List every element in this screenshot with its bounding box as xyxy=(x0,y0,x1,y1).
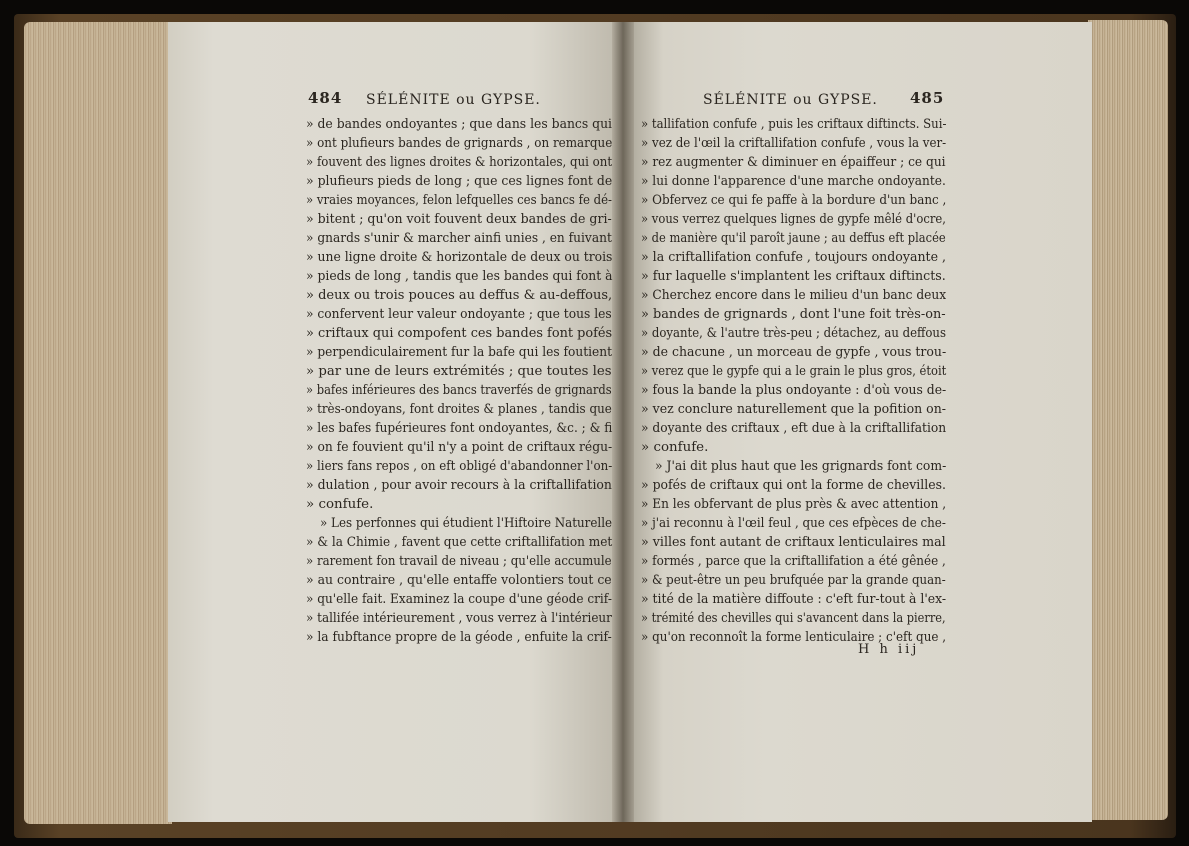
left-text-line: » liers fans repos , on eft obligé d'abandonner l'on- xyxy=(306,459,613,474)
left-text-line: » qu'elle fait. Examinez la coupe d'une géode crif- xyxy=(306,592,612,607)
right-text-line: » doyante des criftaux , eft due à la criftallifation xyxy=(641,421,947,436)
left-text-line: » au contraire , qu'elle entaffe volontiers tout ce xyxy=(306,573,612,588)
right-text-line: » vez de l'œil la criftallifation confufe , vous la ver- xyxy=(641,136,947,151)
left-text-line: » rarement fon travail de niveau ; qu'elle accumule xyxy=(306,554,612,569)
left-text-line: » on fe fouvient qu'il n'y a point de criftaux régu- xyxy=(306,440,613,455)
right-text-line: » fur laquelle s'implantent les criftaux diftincts. xyxy=(641,269,946,284)
signature-mark: H h iij xyxy=(858,642,920,657)
left-running-head: SÉLÉNITE ou GYPSE. xyxy=(366,92,541,108)
left-text-line: » la fubftance propre de la géode , enfuite la crif- xyxy=(306,630,612,645)
right-text-line: » trémité des chevilles qui s'avancent dans la pierre, xyxy=(641,611,946,626)
left-text-line: » dulation , pour avoir recours à la criftallifation xyxy=(306,478,612,493)
right-page-edges xyxy=(1088,20,1168,820)
right-text-line: » fous la bande la plus ondoyante : d'où vous de- xyxy=(641,383,947,398)
left-text-line: » gnards s'unir & marcher ainfi unies , en fuivant xyxy=(306,231,612,246)
right-text-line: » tité de la matière diffoute : c'eft fur-tout à l'ex- xyxy=(641,592,947,607)
right-running-head: SÉLÉNITE ou GYPSE. xyxy=(703,92,878,108)
left-text-line: » Les perfonnes qui étudient l'Hiftoire Naturelle xyxy=(320,516,613,531)
right-page-number: 485 xyxy=(910,89,945,107)
left-text-line: » bafes inférieures des bancs traverfés de grignards xyxy=(306,383,612,398)
right-text-line: » j'ai reconnu à l'œil feul , que ces efpèces de che- xyxy=(641,516,946,531)
left-text-line: » ont plufieurs bandes de grignards , on remarque xyxy=(306,136,613,151)
right-text-line: » villes font autant de criftaux lenticulaires mal xyxy=(641,535,946,550)
left-text-line: » plufieurs pieds de long ; que ces lignes font de xyxy=(306,174,613,189)
right-text-line: » tallifation confufe , puis les criftaux diftincts. Sui- xyxy=(641,117,947,132)
right-text-line: » pofés de criftaux qui ont la forme de chevilles. xyxy=(641,478,946,493)
left-page-number: 484 xyxy=(308,89,343,107)
left-text-line: » tallifée intérieurement , vous verrez à l'intérieur xyxy=(306,611,612,626)
book-gutter xyxy=(612,22,634,822)
right-text-line: » de manière qu'il paroît jaune ; au deffus eft placée xyxy=(641,231,946,246)
right-text-line: » vez conclure naturellement que la pofition on- xyxy=(641,402,947,417)
right-text-line: » J'ai dit plus haut que les grignards font com- xyxy=(655,459,947,474)
left-page-edges xyxy=(24,22,172,824)
left-text-line: » pieds de long , tandis que les bandes qui font à xyxy=(306,269,613,284)
left-text-line: » confufe. xyxy=(306,497,374,512)
right-text-line: » rez augmenter & diminuer en épaiffeur ; ce qui xyxy=(641,155,946,170)
left-text-line: » une ligne droite & horizontale de deux ou trois xyxy=(306,250,613,265)
left-text-line: » bitent ; qu'on voit fouvent deux bandes de gri- xyxy=(306,212,612,227)
right-text-line: » verez que le gypfe qui a le grain le plus gros, étoit xyxy=(641,364,947,379)
right-text-line: » qu'on reconnoît la forme lenticulaire ; c'eft que , xyxy=(641,630,947,645)
right-text-line: » la criftallifation confufe , toujours ondoyante , xyxy=(641,250,947,265)
left-text-line: » confervent leur valeur ondoyante ; que tous les xyxy=(306,307,612,322)
right-text-line: » confufe. xyxy=(641,440,709,455)
right-text-line: » de chacune , un morceau de gypfe , vous trou- xyxy=(641,345,947,360)
right-text-line: » En les obfervant de plus près & avec attention , xyxy=(641,497,947,512)
left-text-line: » les bafes fupérieures font ondoyantes, &c. ; & fi xyxy=(306,421,613,436)
right-text-line: » doyante, & l'autre très-peu ; détachez, au deffous xyxy=(641,326,946,341)
left-text-line: » très-ondoyans, font droites & planes , tandis que xyxy=(306,402,612,417)
left-text-line: » criftaux qui compofent ces bandes font pofés xyxy=(306,326,613,341)
left-text-line: » fouvent des lignes droites & horizontales, qui ont xyxy=(306,155,613,170)
right-text-line: » vous verrez quelques lignes de gypfe mêlé d'ocre, xyxy=(641,212,946,227)
left-text-line: » perpendiculairement fur la bafe qui les foutient xyxy=(306,345,612,360)
right-text-line: » lui donne l'apparence d'une marche ondoyante. xyxy=(641,174,946,189)
left-text-line: » de bandes ondoyantes ; que dans les bancs qui xyxy=(306,117,613,132)
right-text-line: » & peut-être un peu brufquée par la grande quan- xyxy=(641,573,946,588)
left-text-line: » par une de leurs extrémités ; que toutes les xyxy=(306,364,612,379)
right-text-line: » formés , parce que la criftallifation a été gênée , xyxy=(641,554,946,569)
right-text-line: » bandes de grignards , dont l'une foit très-on- xyxy=(641,307,946,322)
left-text-line: » deux ou trois pouces au deffus & au-deffous, xyxy=(306,288,613,303)
left-text-line: » & la Chimie , favent que cette criftallifation met xyxy=(306,535,613,550)
right-text-line: » Obfervez ce qui fe paffe à la bordure d'un banc , xyxy=(641,193,947,208)
left-text-line: » vraies moyances, felon lefquelles ces bancs fe dé- xyxy=(306,193,613,208)
right-text-line: » Cherchez encore dans le milieu d'un banc deux xyxy=(641,288,947,303)
